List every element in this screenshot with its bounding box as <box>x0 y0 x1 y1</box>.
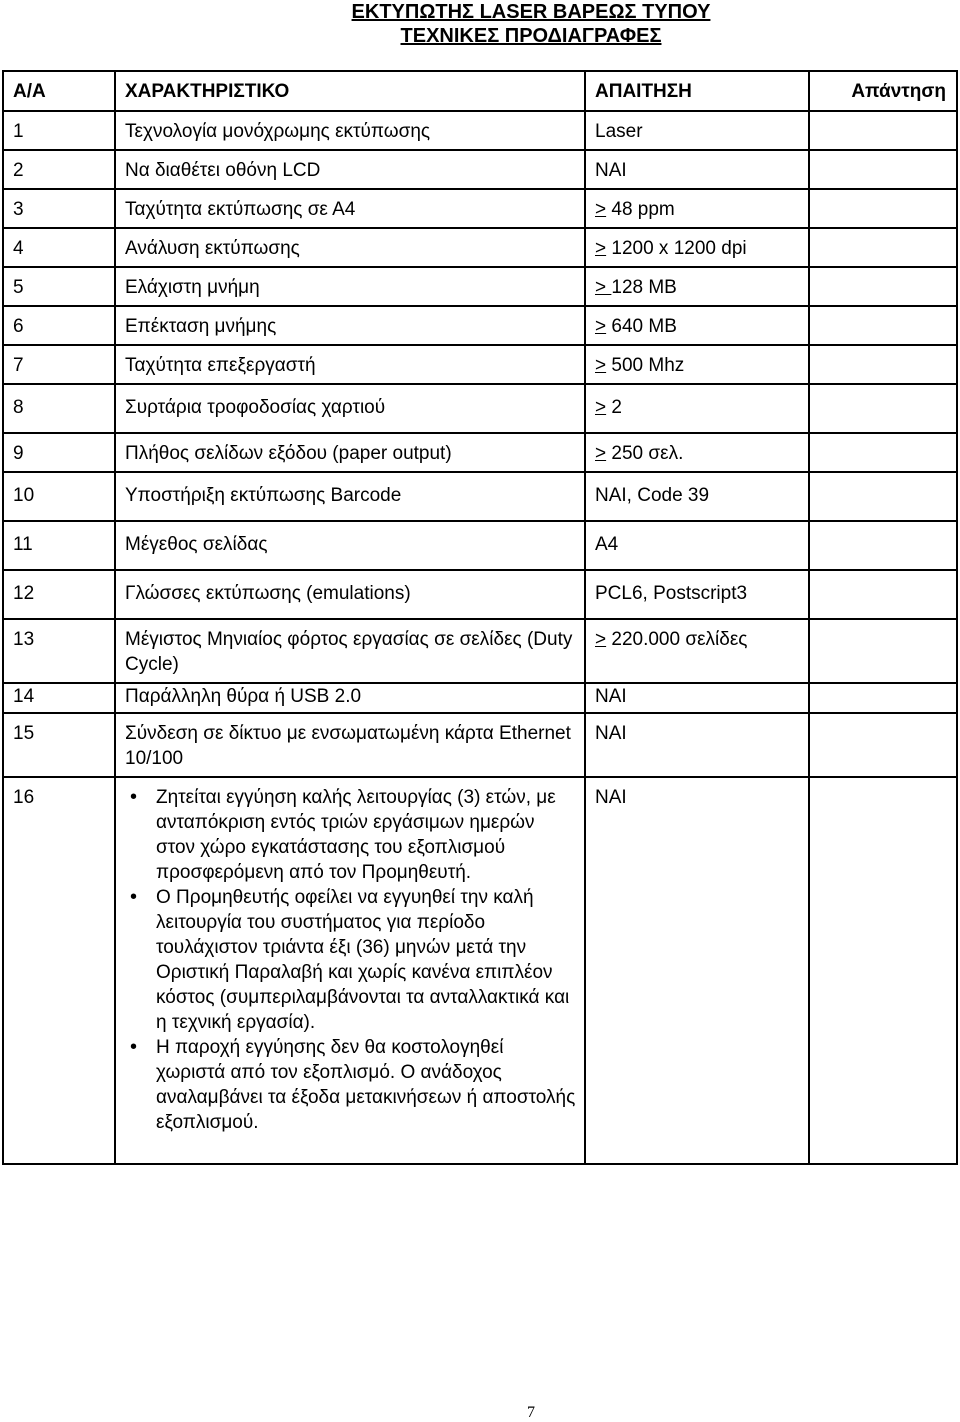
row-number: 4 <box>3 228 115 267</box>
row-requirement <box>585 189 809 228</box>
table-row <box>3 267 957 306</box>
row-requirement <box>585 228 809 267</box>
row-requirement <box>585 619 809 683</box>
row-feature: Μέγεθος σελίδας <box>115 521 585 570</box>
row-feature: Πλήθος σελίδων εξόδου (paper output) <box>115 433 585 472</box>
row-answer <box>809 570 957 619</box>
requirement-value: 128 MB <box>611 277 677 298</box>
row-answer <box>809 384 957 433</box>
table-row <box>3 189 957 228</box>
row-number: 2 <box>3 150 115 189</box>
table-header-row <box>3 71 957 111</box>
row-feature: Συρτάρια τροφοδοσίας χαρτιού <box>115 384 585 433</box>
row-number: 11 <box>3 521 115 570</box>
row-feature: Ταχύτητα επεξεργαστή <box>115 345 585 384</box>
row-feature: Μέγιστος Μηνιαίος φόρτος εργασίας σε σελίδες (Duty Cycle) <box>115 619 585 683</box>
row-requirement <box>585 345 809 384</box>
row-answer <box>809 306 957 345</box>
row-answer <box>809 777 957 1164</box>
header-aa: Α/Α <box>3 71 115 111</box>
row-feature: Γλώσσες εκτύπωσης (emulations) <box>115 570 585 619</box>
requirement-value: 640 MB <box>606 316 677 337</box>
row-answer <box>809 521 957 570</box>
header-requirement: ΑΠΑΙΤΗΣΗ <box>585 71 809 111</box>
row-answer <box>809 433 957 472</box>
row-feature: Σύνδεση σε δίκτυο με ενσωματωμένη κάρτα Ethernet 10/100 <box>115 713 585 777</box>
row-answer <box>809 150 957 189</box>
row-requirement <box>585 111 809 150</box>
table-row <box>3 111 957 150</box>
table-row <box>3 228 957 267</box>
list-item: • Η παροχή εγγύησης δεν θα κοστολογηθεί χωριστά από τον εξοπλισμό. Ο ανάδοχος αναλαμβάνει τα έξοδα μετακινήσεων ή αποστολής εξοπλισμού. <box>116 1035 584 1135</box>
list-item: • Ζητείται εγγύηση καλής λειτουργίας (3) ετών, με ανταπόκριση εντός τριών εργάσιμων ημερών στον χώρο εγκατάστασης του εξοπλισμού προσφερόμενη από τον Προμηθευτή. <box>116 785 584 885</box>
row-requirement <box>585 521 809 570</box>
header-feature: ΧΑΡΑΚΤΗΡΙΣΤΙΚΟ <box>115 71 585 111</box>
row-number: 10 <box>3 472 115 521</box>
row-requirement: ΝΑΙ <box>585 777 809 1164</box>
table-row <box>3 683 957 713</box>
table-row <box>3 345 957 384</box>
table-row <box>3 433 957 472</box>
greater-equal-sign: > <box>595 397 607 418</box>
row-number: 16 <box>3 777 115 1164</box>
requirement-value: Laser <box>595 121 643 142</box>
row-number: 6 <box>3 306 115 345</box>
table-row <box>3 521 957 570</box>
requirement-value: Α4 <box>595 534 619 555</box>
row-requirement <box>585 570 809 619</box>
warranty-bullet-list <box>116 785 584 1135</box>
row-feature: Τεχνολογία μονόχρωμης εκτύπωσης <box>115 111 585 150</box>
greater-equal-sign: > <box>595 443 607 464</box>
row-answer <box>809 111 957 150</box>
table-row <box>3 306 957 345</box>
requirement-value: ΝΑΙ <box>595 723 627 744</box>
row-number: 15 <box>3 713 115 777</box>
row-requirement <box>585 306 809 345</box>
row-answer <box>809 345 957 384</box>
table-row <box>3 777 957 1164</box>
requirement-value: 1200 x 1200 dpi <box>606 238 747 259</box>
row-feature: Να διαθέτει οθόνη LCD <box>115 150 585 189</box>
row-feature: Ελάχιστη μνήμη <box>115 267 585 306</box>
row-number: 3 <box>3 189 115 228</box>
requirement-value: 500 Mhz <box>606 355 685 376</box>
greater-equal-sign: > <box>595 238 607 259</box>
table-row <box>3 713 957 777</box>
row-requirement <box>585 472 809 521</box>
row-feature <box>115 777 585 1164</box>
greater-equal-sign: > <box>595 316 607 337</box>
requirement-value: 220.000 σελίδες <box>606 629 748 650</box>
row-requirement <box>585 150 809 189</box>
header-answer: Απάντηση <box>809 71 957 111</box>
requirement-value: 48 ppm <box>606 199 675 220</box>
greater-equal-sign: > <box>595 355 607 376</box>
row-requirement <box>585 433 809 472</box>
requirement-value: PCL6, Postscript3 <box>595 583 748 604</box>
table-row <box>3 570 957 619</box>
row-requirement <box>585 713 809 777</box>
row-answer <box>809 267 957 306</box>
requirement-value: ΝΑΙ, Code 39 <box>595 485 710 506</box>
table-row <box>3 384 957 433</box>
table-row <box>3 619 957 683</box>
row-number: 13 <box>3 619 115 683</box>
requirement-value: ΝΑΙ <box>595 686 627 707</box>
table-row <box>3 472 957 521</box>
list-item: • Ο Προμηθευτής οφείλει να εγγυηθεί την καλή λειτουργία του συστήματος για περίοδο τουλάχιστον τριάντα έξι (36) μηνών μετά την Οριστική Παραλαβή και χωρίς κανένα επιπλέον κόστος (συμπεριλαμβάνονται τα ανταλλακτικά και η τεχνική εργασία). <box>116 885 584 1035</box>
document-subtitle: ΤΕΧΝΙΚΕΣ ΠΡΟΔΙΑΓΡΑΦΕΣ <box>400 25 662 47</box>
greater-equal-sign: > <box>595 277 612 298</box>
table-body <box>3 111 957 1164</box>
row-answer <box>809 189 957 228</box>
row-number: 1 <box>3 111 115 150</box>
row-requirement <box>585 683 809 713</box>
document-title: ΕΚΤΥΠΩΤΗΣ LASER ΒΑΡΕΩΣ ΤΥΠΟΥ <box>351 1 711 23</box>
greater-equal-sign: > <box>595 199 607 220</box>
greater-equal-sign: > <box>595 629 607 650</box>
row-requirement <box>585 384 809 433</box>
specifications-table <box>2 70 958 1165</box>
table-row <box>3 150 957 189</box>
row-feature: Επέκταση μνήμης <box>115 306 585 345</box>
row-answer <box>809 472 957 521</box>
requirement-value: 250 σελ. <box>606 443 684 464</box>
row-feature: Ανάλυση εκτύπωσης <box>115 228 585 267</box>
row-number: 7 <box>3 345 115 384</box>
requirement-value: ΝΑΙ <box>595 160 627 181</box>
row-number: 12 <box>3 570 115 619</box>
row-number: 14 <box>3 683 115 713</box>
requirement-value: 2 <box>606 397 622 418</box>
row-feature: Υποστήριξη εκτύπωσης Barcode <box>115 472 585 521</box>
row-number: 5 <box>3 267 115 306</box>
page-number: 7 <box>527 1404 535 1421</box>
row-answer <box>809 619 957 683</box>
row-requirement <box>585 267 809 306</box>
row-feature: Παράλληλη θύρα ή USB 2.0 <box>115 683 585 713</box>
row-number: 8 <box>3 384 115 433</box>
row-feature: Ταχύτητα εκτύπωσης σε Α4 <box>115 189 585 228</box>
row-number: 9 <box>3 433 115 472</box>
row-answer <box>809 713 957 777</box>
row-answer <box>809 228 957 267</box>
row-answer <box>809 683 957 713</box>
